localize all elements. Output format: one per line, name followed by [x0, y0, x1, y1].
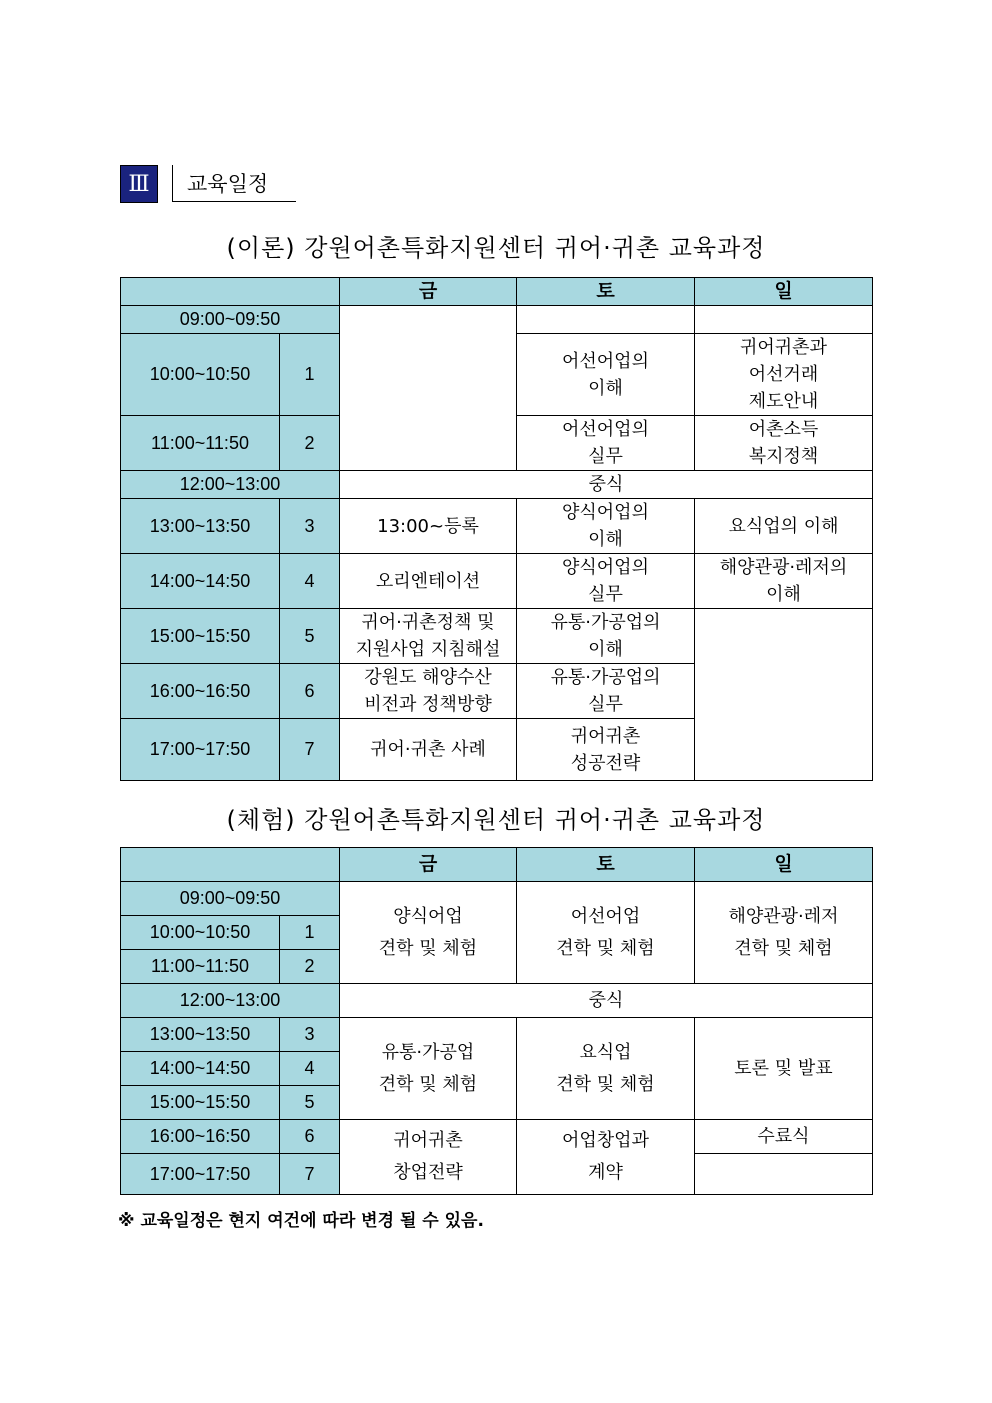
schedule-cell [517, 334, 695, 416]
cell-line: 견학 및 체험 [556, 1073, 655, 1095]
practice-schedule-table [120, 847, 873, 1195]
cell-line: 수료식 [757, 1126, 810, 1147]
schedule-cell [695, 1120, 873, 1154]
cell-line: 어선거래 [748, 364, 819, 385]
schedule-cell [695, 1018, 873, 1120]
cell-line: 유통·가공업 [381, 1041, 475, 1063]
lunch-cell: 중식 [340, 984, 873, 1018]
cell-line: 계약 [588, 1162, 623, 1183]
period-cell: 7 [280, 1154, 340, 1195]
schedule-cell [517, 882, 695, 984]
header-blank [121, 848, 340, 882]
cell-line: 귀어귀촌 [570, 725, 641, 747]
day-header: 일 [695, 848, 873, 882]
cell-line: 이해 [588, 377, 623, 399]
cell-line: 이해 [588, 529, 623, 550]
schedule-cell [695, 609, 873, 781]
cell-line: 귀어귀촌 [393, 1130, 463, 1151]
time-cell: 12:00~13:00 [121, 984, 340, 1018]
schedule-cell [340, 1120, 517, 1195]
footnote: ※ 교육일정은 현지 여건에 따라 변경 될 수 있음. [118, 1211, 484, 1231]
cell-line: 견학 및 체험 [378, 1073, 478, 1095]
period-cell: 6 [280, 664, 340, 719]
schedule-cell [517, 719, 695, 781]
cell-line: 견학 및 체험 [734, 937, 833, 959]
schedule-cell [517, 1120, 695, 1195]
time-cell: 17:00~17:50 [121, 719, 280, 781]
cell-line: 해양관광·레저의 [719, 557, 848, 578]
time-cell: 10:00~10:50 [121, 334, 280, 416]
time-cell: 09:00~09:50 [121, 882, 340, 916]
period-cell: 2 [280, 950, 340, 984]
cell-line: 견학 및 체험 [378, 937, 478, 959]
section-title: 교육일정 [172, 165, 296, 202]
cell-line: 이해 [588, 639, 623, 660]
time-cell: 14:00~14:50 [121, 554, 280, 609]
section-number: Ⅲ [120, 165, 158, 203]
cell-line: 제도안내 [748, 391, 819, 412]
schedule-cell [340, 554, 517, 609]
schedule-cell [517, 306, 695, 334]
time-cell: 15:00~15:50 [121, 609, 280, 664]
schedule-cell [340, 719, 517, 781]
period-cell: 7 [280, 719, 340, 781]
cell-line: 귀어귀촌과 [740, 337, 827, 358]
period-cell: 3 [280, 499, 340, 554]
period-cell: 5 [280, 609, 340, 664]
time-cell: 15:00~15:50 [121, 1086, 280, 1120]
cell-line: 오리엔테이션 [375, 570, 481, 592]
schedule-cell [695, 1154, 873, 1195]
period-cell: 6 [280, 1120, 340, 1154]
schedule-cell [517, 664, 695, 719]
day-header: 금 [340, 848, 517, 882]
cell-line: 요식업의 이해 [728, 515, 839, 537]
schedule-cell [695, 306, 873, 334]
schedule-cell [340, 882, 517, 984]
period-cell: 2 [280, 416, 340, 471]
time-cell: 16:00~16:50 [121, 1120, 280, 1154]
cell-line: 견학 및 체험 [556, 937, 655, 959]
cell-line: 귀어·귀촌정책 및 [361, 612, 495, 633]
schedule-cell [695, 499, 873, 554]
day-header: 토 [517, 848, 695, 882]
cell-line: 이해 [766, 584, 801, 605]
time-cell: 11:00~11:50 [121, 416, 280, 471]
cell-line: 실무 [588, 694, 623, 715]
cell-line: 유통·가공업의 [550, 667, 661, 688]
period-cell: 1 [280, 334, 340, 416]
cell-line: 귀어·귀촌 사례 [370, 739, 486, 760]
cell-line: 양식어업의 [562, 557, 649, 578]
schedule-cell [517, 609, 695, 664]
schedule-cell [695, 334, 873, 416]
period-cell: 3 [280, 1018, 340, 1052]
time-cell: 16:00~16:50 [121, 664, 280, 719]
cell-line: 실무 [588, 446, 623, 467]
time-cell: 17:00~17:50 [121, 1154, 280, 1195]
cell-line: 어업창업과 [562, 1130, 649, 1151]
cell-line: 실무 [588, 584, 623, 605]
header-blank [121, 278, 340, 306]
cell-line: 강원도 해양수산 [364, 667, 492, 688]
schedule-cell [340, 664, 517, 719]
cell-line: 해양관광·레저 [728, 905, 839, 927]
schedule-cell [695, 882, 873, 984]
schedule-cell [517, 554, 695, 609]
schedule-cell [517, 499, 695, 554]
cell-line: 성공전략 [570, 752, 641, 774]
schedule-cell [340, 306, 517, 471]
cell-line: 어선어업의 [562, 419, 649, 440]
time-cell: 09:00~09:50 [121, 306, 340, 334]
cell-line: 양식어업 [393, 905, 463, 927]
time-cell: 10:00~10:50 [121, 916, 280, 950]
day-header: 일 [695, 278, 873, 306]
period-cell: 4 [280, 1052, 340, 1086]
period-cell: 1 [280, 916, 340, 950]
practice-table-title: (체험) 강원어촌특화지원센터 귀어·귀촌 교육과정 [226, 806, 766, 834]
cell-line: 어선어업 [570, 905, 641, 927]
schedule-cell [517, 1018, 695, 1120]
schedule-cell [695, 554, 873, 609]
theory-table-title: (이론) 강원어촌특화지원센터 귀어·귀촌 교육과정 [226, 234, 766, 262]
schedule-cell [695, 416, 873, 471]
time-cell: 11:00~11:50 [121, 950, 280, 984]
time-cell: 14:00~14:50 [121, 1052, 280, 1086]
cell-line: 유통·가공업의 [550, 612, 661, 633]
time-cell: 12:00~13:00 [121, 471, 340, 499]
cell-line: 양식어업의 [562, 502, 649, 523]
day-header: 토 [517, 278, 695, 306]
schedule-cell [340, 609, 517, 664]
cell-line: 13:00~등록 [377, 515, 479, 537]
schedule-cell [340, 1018, 517, 1120]
cell-line: 토론 및 발표 [734, 1058, 833, 1079]
cell-line: 요식업 [579, 1041, 632, 1063]
cell-line: 복지정책 [748, 446, 819, 467]
cell-line: 어촌소득 [748, 419, 819, 440]
cell-line: 창업전략 [393, 1162, 463, 1183]
theory-schedule-table [120, 277, 873, 781]
cell-line: 비전과 정책방향 [364, 694, 492, 715]
period-cell: 4 [280, 554, 340, 609]
cell-line: 어선어업의 [562, 350, 649, 372]
schedule-cell [340, 499, 517, 554]
lunch-cell: 중식 [340, 471, 873, 499]
cell-line: 지원사업 지침해설 [355, 639, 501, 660]
schedule-cell [517, 416, 695, 471]
time-cell: 13:00~13:50 [121, 1018, 280, 1052]
day-header: 금 [340, 278, 517, 306]
period-cell: 5 [280, 1086, 340, 1120]
time-cell: 13:00~13:50 [121, 499, 280, 554]
